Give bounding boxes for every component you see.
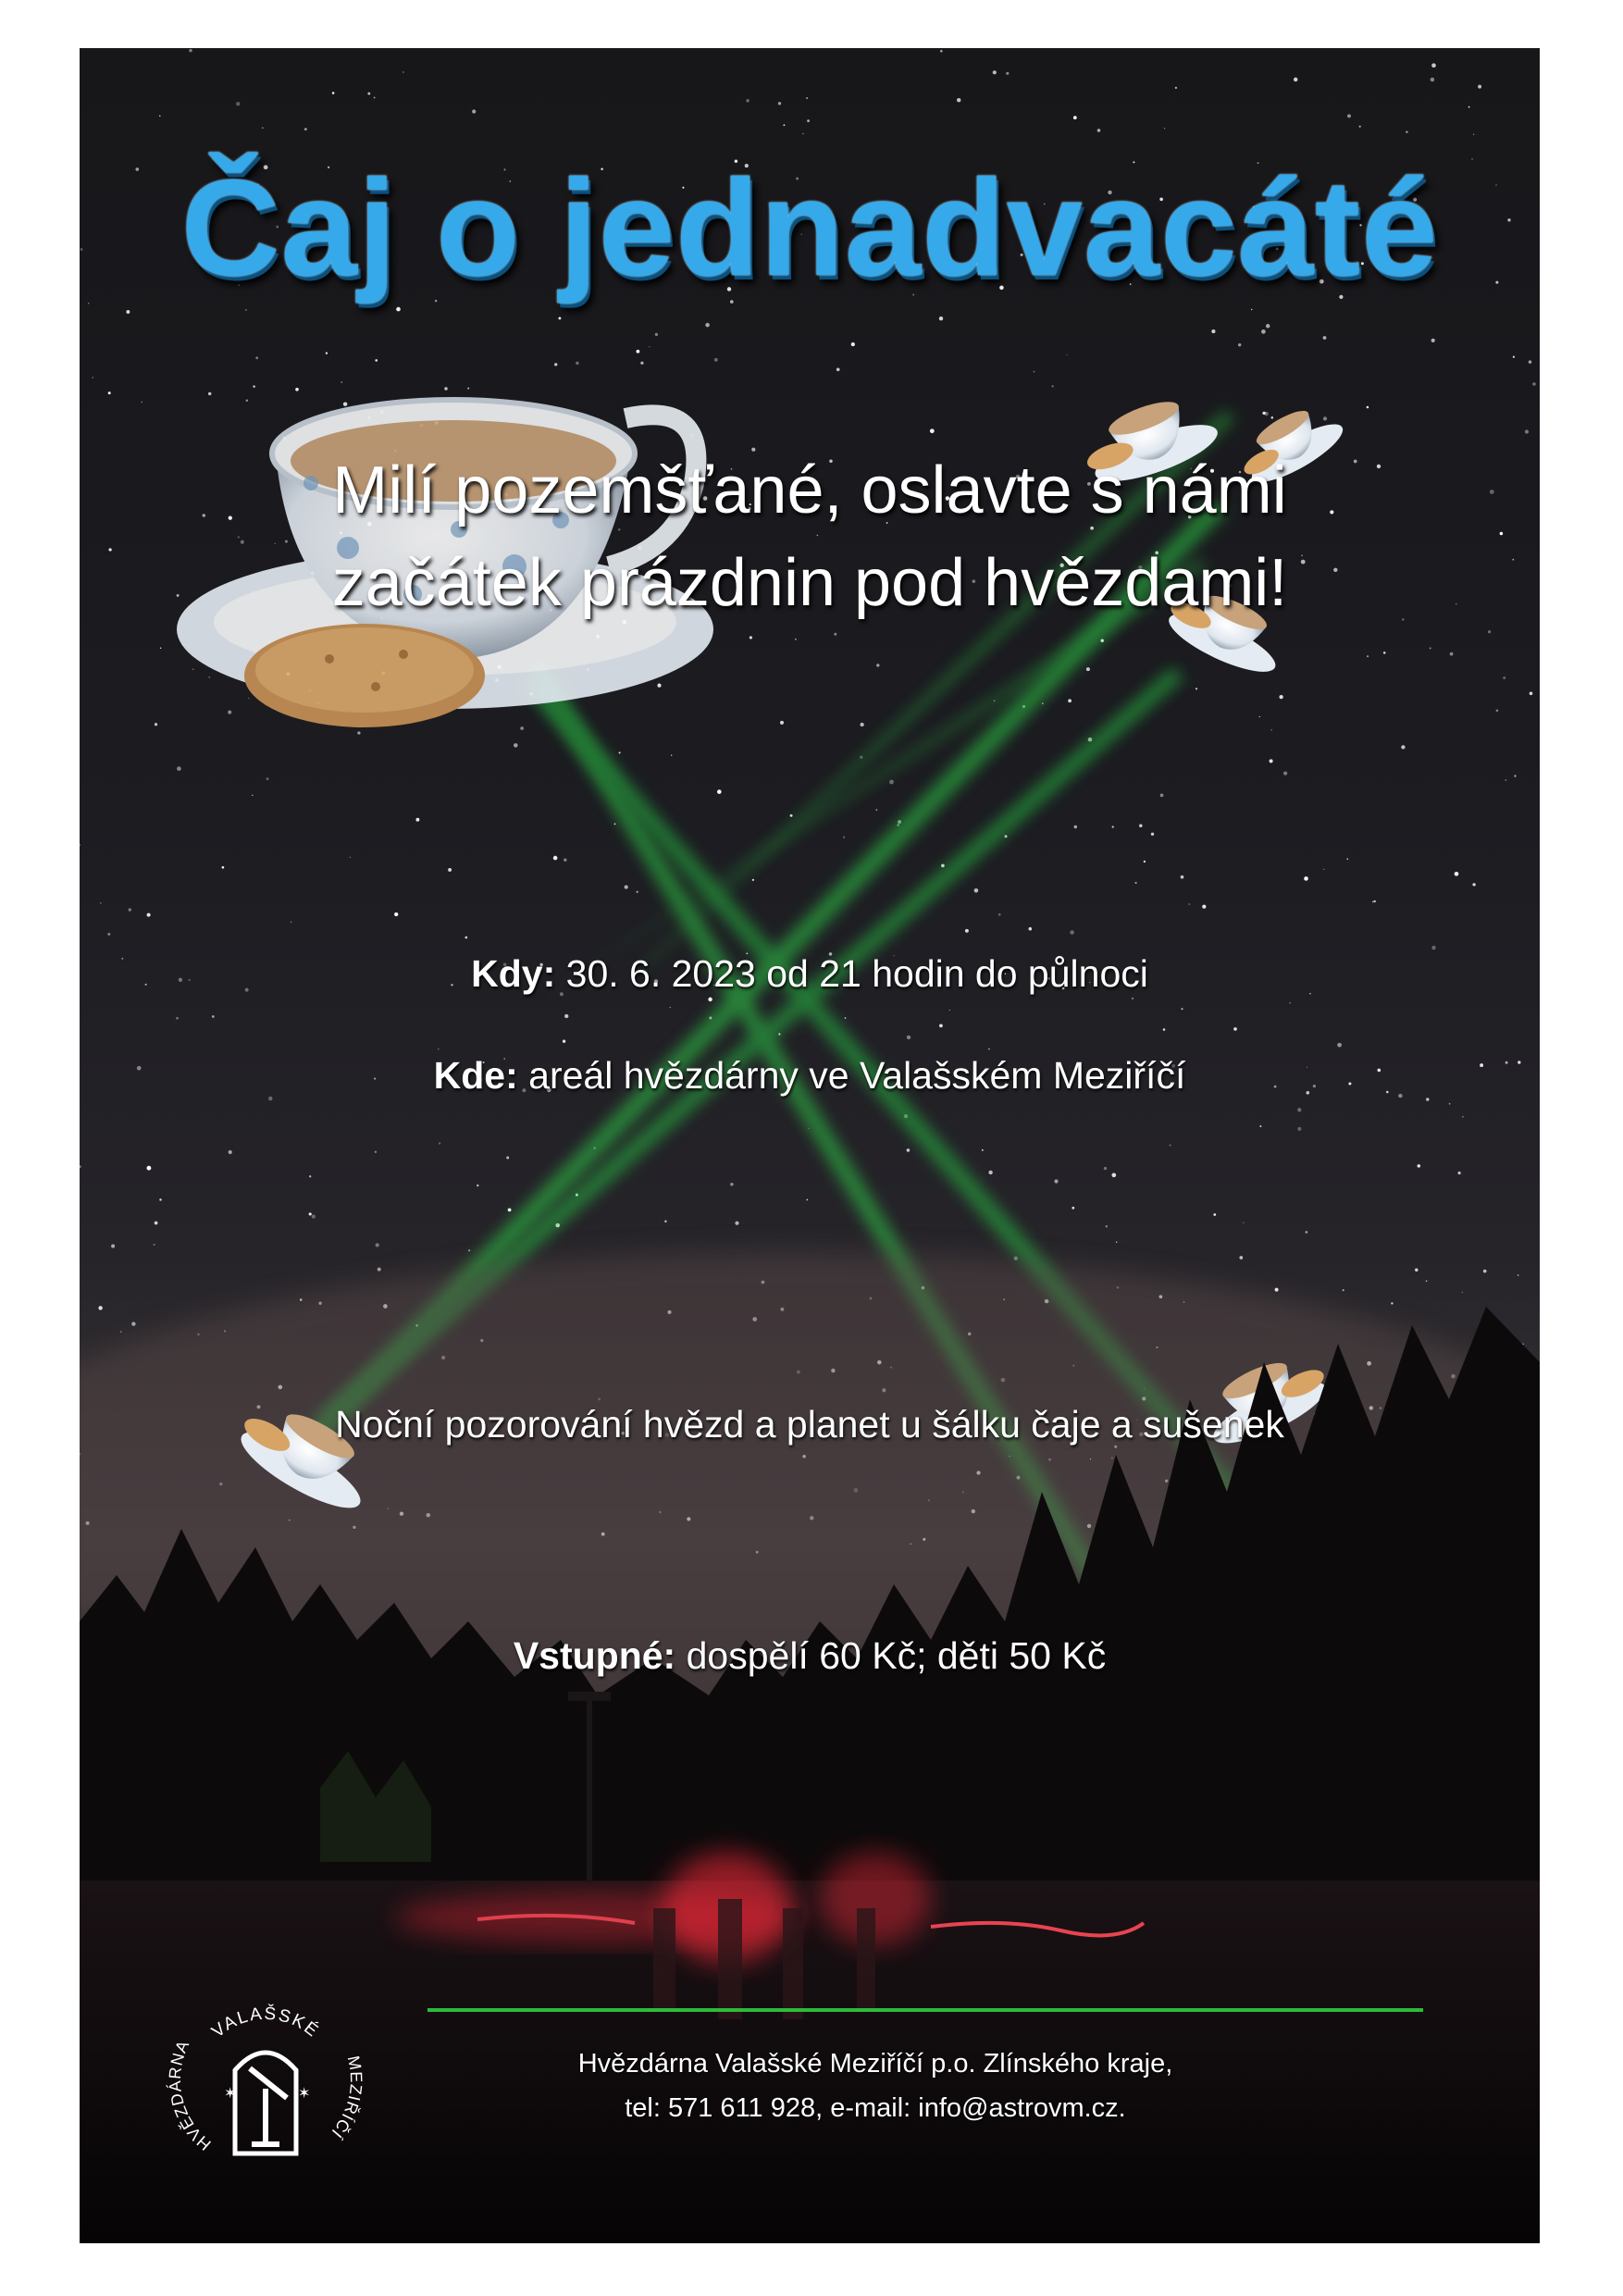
- greeting-line-2: začátek prázdnin pod hvězdami!: [331, 546, 1288, 620]
- event-date-label: Kdy:: [471, 952, 556, 995]
- observatory-logo: [159, 1959, 372, 2172]
- footer-organization: Hvězdárna Valašské Meziříčí p.o. Zlínského kraje,: [577, 2049, 1173, 2079]
- event-admission: [80, 1632, 1540, 1679]
- poster: [80, 48, 1540, 2243]
- event-date-value: 30. 6. 2023 od 21 hodin do půlnoci: [565, 952, 1148, 995]
- svg-text:VALAŠSKÉ: [208, 2004, 323, 2042]
- event-location-label: Kde:: [433, 1054, 518, 1097]
- event-location: [80, 1052, 1540, 1098]
- event-location-value: areál hvězdárny ve Valašském Meziříčí: [528, 1054, 1186, 1097]
- telescope-icon: [250, 2068, 287, 2144]
- event-admission-value: dospělí 60 Kč; děti 50 Kč: [686, 1634, 1107, 1677]
- footer-divider: [427, 2008, 1423, 2012]
- logo-text-left: HVĚZDÁRNA: [165, 2037, 215, 2154]
- greeting: [80, 444, 1540, 629]
- event-date: [80, 950, 1540, 997]
- poster-title: Čaj o jednadvacáté: [180, 152, 1439, 304]
- greeting-line-1: Milí pozemšťané, oslavte s námi: [332, 453, 1287, 527]
- svg-text:HVĚZDÁRNA: [166, 2037, 215, 2154]
- svg-text:✶: ✶: [298, 2084, 311, 2102]
- svg-text:MEZIŘÍČÍ: [328, 2054, 365, 2142]
- event-activity: Noční pozorování hvězd a planet u šálku čaje a sušenek: [335, 1403, 1284, 1446]
- event-admission-label: Vstupné:: [513, 1634, 676, 1677]
- night-scene: [80, 48, 1540, 2243]
- logo-text-top: VALAŠSKÉ: [208, 2004, 323, 2042]
- logo-text-right: MEZIŘÍČÍ: [328, 2054, 366, 2142]
- footer-contact: tel: 571 611 928, e-mail: info@astrovm.cz.: [625, 2093, 1126, 2123]
- svg-text:✶: ✶: [224, 2084, 237, 2102]
